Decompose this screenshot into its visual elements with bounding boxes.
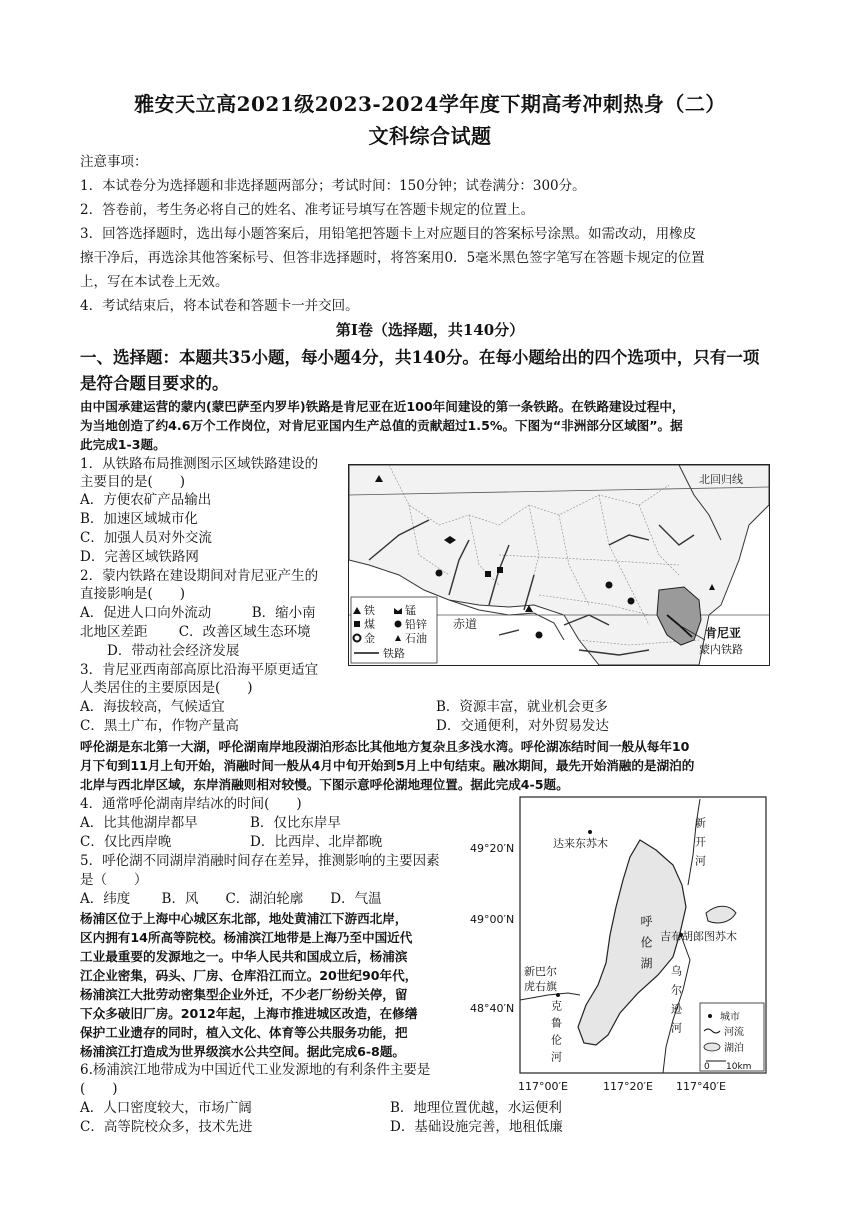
river-label-kelulun: 克鲁伦河 bbox=[549, 1000, 563, 1068]
intro3-line3: 工业最重要的发源地之一。中华人民共和国成立后，杨浦滨 bbox=[80, 949, 408, 964]
note-3a: 3．回答选择题时，选出每小题答案后，用铅笔把答题卡上对应题目的答案标号涂黑。如需改动，用橡皮 bbox=[80, 226, 697, 242]
legend-iron: 铁 bbox=[364, 604, 375, 617]
q2-option-bc: 北地区差距 C．改善区域生态环境 bbox=[80, 624, 311, 640]
part-heading: 第Ⅰ卷（选择题，共140分） bbox=[335, 321, 525, 339]
q1-option-b: B．加速区域城市化 bbox=[80, 511, 198, 527]
legend-river: 河流 bbox=[724, 1027, 744, 1038]
intro3-line4: 江企业密集，码头、厂房、仓库沿江而立。20世纪90年代， bbox=[80, 968, 418, 983]
q4-option-d: D．比西岸、北岸都晚 bbox=[250, 834, 383, 850]
city-jibuhulangtusumu: 吉布胡郎图苏木 bbox=[660, 930, 737, 943]
q6-paren: ( ) bbox=[80, 1081, 118, 1097]
legend-manganese: 锰 bbox=[405, 604, 416, 617]
note-4: 4．考试结束后，将本试卷和答题卡一并交回。 bbox=[80, 298, 359, 314]
q4-option-b: B．仅比东岸早 bbox=[250, 815, 341, 831]
q3-option-b: B．资源丰富，就业机会更多 bbox=[436, 699, 608, 715]
hulun-map-svg bbox=[468, 795, 768, 1095]
scale-zero: 0 bbox=[704, 1062, 710, 1072]
section-heading-a: 一、选择题：本题共35小题，每小题4分，共140分。在每小题给出的四个选项中，只有一项 bbox=[80, 348, 760, 367]
q3-stem-a: 3．肯尼亚西南部高原比沿海平原更适宜 bbox=[80, 662, 319, 678]
city-xinbaerhuyouqi-b: 虎右旗 bbox=[524, 980, 557, 993]
q2-option-d: D．带动社会经济发展 bbox=[80, 643, 240, 659]
q2-stem-b: 直接影响是( ) bbox=[80, 586, 186, 602]
africa-map-svg bbox=[349, 465, 769, 665]
q4-option-c: C．仅比西岸晚 bbox=[80, 834, 172, 850]
river-label-xinkai: 新开河 bbox=[693, 817, 707, 874]
q2-stem-a: 2．蒙内铁路在建设期间对肯尼亚产生的 bbox=[80, 568, 319, 584]
intro2-line2: 月下旬到11月上旬开始，消融时间一般从4月中旬开始到5月上中旬结束。融冰期间，最先开始消融的是湖泊的 bbox=[80, 758, 695, 773]
q5-stem-b: 是（ ） bbox=[80, 872, 148, 888]
note-2: 2．答卷前，考生务必将自己的姓名、准考证号填写在答题卡规定的位置上。 bbox=[80, 202, 535, 218]
intro3-line1: 杨浦区位于上海中心城区东北部，地处黄浦江下游西北岸， bbox=[80, 911, 408, 926]
equator-label: 赤道 bbox=[453, 617, 478, 631]
lake-label: 呼伦湖 bbox=[639, 915, 653, 978]
notes-heading: 注意事项： bbox=[80, 154, 148, 170]
railway-name-label: 蒙内铁路 bbox=[699, 643, 743, 656]
lon-label-1: 117°00′E bbox=[518, 1080, 568, 1093]
intro1-line3: 此完成1-3题。 bbox=[80, 437, 166, 452]
intro2-line1: 呼伦湖是东北第一大湖，呼伦湖南岸地段湖泊形态比其他地方复杂且多浅水湾。呼伦湖冻结时间一般从每年10 bbox=[80, 739, 690, 754]
intro2-line3: 北岸与西北岸区域，东岸消融则相对较慢。下图示意呼伦湖地理位置。据此完成4-5题。 bbox=[80, 777, 569, 792]
kenya-label: 肯尼亚 bbox=[705, 626, 742, 640]
hulun-lake-map bbox=[468, 795, 768, 1095]
q6-option-a: A．人口密度较大，市场广阔 bbox=[80, 1100, 252, 1116]
lon-label-3: 117°40′E bbox=[676, 1080, 726, 1093]
q1-option-c: C．加强人员对外交流 bbox=[80, 530, 212, 546]
q3-stem-b: 人类居住的主要原因是( ) bbox=[80, 680, 253, 696]
intro3-line5: 杨浦滨江大批劳动密集型企业外迁，不少老厂纷纷关停，留 bbox=[80, 987, 408, 1002]
intro3-line8: 杨浦滨江打造成为世界级滨水公共空间。据此完成6-8题。 bbox=[80, 1044, 406, 1059]
lon-label-2: 117°20′E bbox=[603, 1080, 653, 1093]
legend-gold: 金 bbox=[364, 632, 375, 645]
q6-option-c: C．高等院校众多，技术先进 bbox=[80, 1119, 253, 1135]
q1-option-d: D．完善区域铁路网 bbox=[80, 549, 199, 565]
q2-option-ab: A．促进人口向外流动 B．缩小南 bbox=[80, 605, 316, 621]
q5-stem-a: 5．呼伦湖不同湖岸消融时间存在差异，推测影响的主要因素 bbox=[80, 853, 440, 869]
exam-title: 雅安天立高2021级2023-2024学年度下期高考冲刺热身（二） bbox=[134, 92, 726, 116]
lat-label-2: 49°00′N bbox=[470, 913, 515, 926]
q1-option-a: A．方便农矿产品输出 bbox=[80, 492, 212, 508]
river-label-wuerxun: 乌尔逊河 bbox=[669, 965, 683, 1041]
q4-option-a: A．比其他湖岸都早 bbox=[80, 815, 198, 831]
lat-label-1: 49°20′N bbox=[470, 842, 515, 855]
q3-option-c: C．黑土广布，作物产量高 bbox=[80, 718, 239, 734]
legend-city: 城市 bbox=[720, 1012, 740, 1023]
lat-label-3: 48°40′N bbox=[470, 1002, 515, 1015]
q1-stem-b: 主要目的是( ) bbox=[80, 474, 186, 490]
q3-option-a: A．海拔较高，气候适宜 bbox=[80, 699, 225, 715]
africa-map bbox=[348, 464, 770, 666]
q1-stem-a: 1．从铁路布局推测图示区域铁路建设的 bbox=[80, 456, 319, 472]
intro3-line7: 保护工业遗存的同时，植入文化、体育等公共服务功能，把 bbox=[80, 1025, 408, 1040]
note-1: 1．本试卷分为选择题和非选择题两部分；考试时间：150分钟；试卷满分：300分。 bbox=[80, 178, 586, 194]
intro1-line2: 为当地创造了约4.6万个工作岗位，对肯尼亚国内生产总值的贡献超过1.5%。下图为“非洲部分区域图”。据 bbox=[80, 418, 683, 433]
city-dalaidongsumu: 达来东苏木 bbox=[553, 837, 608, 850]
tropic-label: 北回归线 bbox=[699, 473, 743, 486]
city-xinbaerhuyouqi-a: 新巴尔 bbox=[524, 965, 557, 978]
q4-stem: 4．通常呼伦湖南岸结冰的时间( ) bbox=[80, 796, 302, 812]
intro3-line2: 区内拥有14所高等院校。杨浦滨江地带是上海乃至中国近代 bbox=[80, 930, 413, 945]
legend-oil: 石油 bbox=[405, 632, 427, 645]
legend-rail: 铁路 bbox=[383, 647, 405, 660]
intro1-line1: 由中国承建运营的蒙内(蒙巴萨至内罗毕)铁路是肯尼亚在近100年间建设的第一条铁路。在铁路建设过程中， bbox=[80, 399, 685, 414]
legend-coal: 煤 bbox=[364, 618, 375, 631]
section-heading-b: 是符合题目要求的。 bbox=[80, 374, 229, 393]
intro3-line6: 下众多破旧厂房。2012年起，上海市推进城区改造，在修缮 bbox=[80, 1006, 418, 1021]
scale-ten: 10km bbox=[726, 1062, 752, 1072]
q6-option-b: B．地理位置优越，水运便利 bbox=[390, 1100, 562, 1116]
note-3b: 擦干净后，再选涂其他答案标号、但答非选择题时，将答案用0．5毫米黑色签字笔写在答题卡规定的位置 bbox=[80, 250, 705, 266]
legend-lake: 湖泊 bbox=[724, 1043, 744, 1054]
note-3c: 上，写在本试卷上无效。 bbox=[80, 274, 229, 290]
q6-stem: 6.杨浦滨江地带成为中国近代工业发源地的有利条件主要是 bbox=[80, 1062, 431, 1078]
legend-lead-zinc: 铅锌 bbox=[405, 618, 427, 631]
q3-option-d: D．交通便利，对外贸易发达 bbox=[436, 718, 609, 734]
q6-option-d: D．基础设施完善，地租低廉 bbox=[390, 1119, 563, 1135]
exam-subtitle: 文科综合试题 bbox=[368, 124, 492, 148]
q5-options: A．纬度 B．风 C．湖泊轮廓 D．气温 bbox=[80, 891, 382, 907]
